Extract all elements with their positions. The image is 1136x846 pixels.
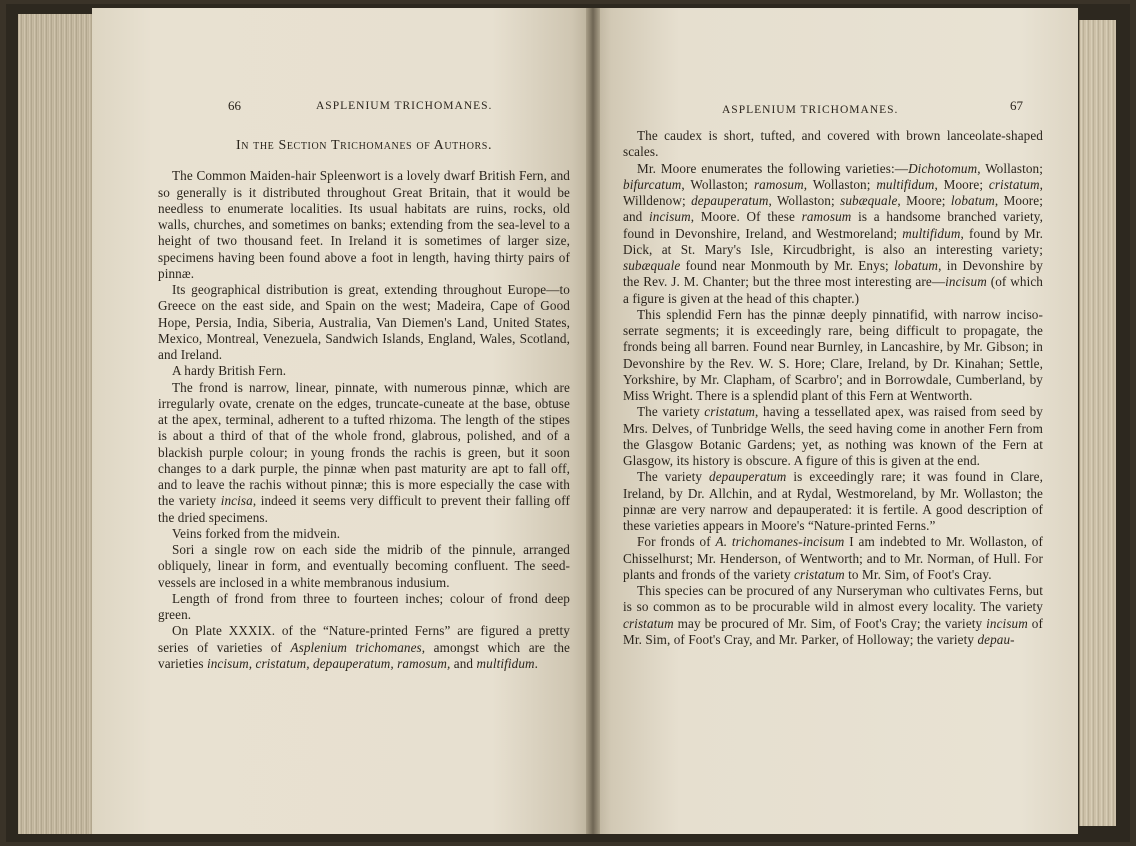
paragraph: The frond is narrow, linear, pinnate, with numerous pinnæ, which are irregularly ovate, crenate on the edges, truncate-cuneate at the base, obtuse at the apex, terminal, adherent to a tufted rhizoma. The length of the stipes is about a third of that of the whole frond, glabrous, polished, and of a blackish purple colour; in young fronds the rachis is green, but it soon changes to a dark purple, the pinnæ when past maturity are apt to fall off, and to leave the rachis without pinnæ; this is more especially the case with the variety incisa, indeed it seems very difficult to prevent their falling off the dried specimens.: [158, 379, 570, 525]
italic-term: Dichotomum: [908, 160, 978, 176]
left-page-number: 66: [228, 98, 241, 113]
italic-term: incisum, cristatum, depauperatum, ramosum,: [206, 655, 451, 671]
page-edges-left: [18, 14, 99, 834]
italic-term: subæquale: [840, 193, 898, 208]
italic-term: cristatum: [988, 176, 1040, 192]
right-page-number: 67: [1010, 98, 1023, 113]
paragraph: Veins forked from the midvein.: [172, 525, 341, 541]
italic-term: incisum: [945, 274, 987, 290]
italic-term: incisum: [649, 209, 691, 225]
paragraph: The Common Maiden-hair Spleenwort is a lovely dwarf British Fern, and so generally is it distributed throughout Great Britain, that it would be needless to enumerate localities. Its usual habitats are ruins, rocks, old walls, churches, and sometimes on banks; extending from the sea-level to a height of two thousand feet. In Ireland it is sometimes of larger size, specimens having been found above a foot in length, having thirty pairs of pinnæ.: [158, 168, 570, 281]
italic-term: Asplenium trichomanes: [290, 639, 422, 655]
left-paragraphs: [158, 168, 570, 672]
section-title: In the Section Trichomanes of Authors.: [235, 138, 493, 153]
italic-term: cristatum: [623, 615, 674, 631]
italic-term: ramosum: [801, 209, 852, 225]
paragraph: The variety cristatum, having a tessellated apex, was raised from seed by Mrs. Delves, of Tunbridge Wells, the seed having come in another Fern from the Glasgow Botanic Gardens; yet, as nothing was known of the Fern at Glasgow, its history is obscure. A figure of this is given at the end.: [623, 404, 1043, 468]
page-edges-right: [1079, 20, 1116, 826]
book-gutter: [586, 8, 600, 834]
paragraph: Sori a single row on each side the midrib of the pinnule, arranged obliquely, linear in form, and eventually becoming confluent. The seed-vessels are inclosed in a white membranous indusium.: [158, 542, 570, 590]
italic-term: multifidum: [476, 655, 535, 671]
paragraph: Length of frond from three to fourteen inches; colour of frond deep green.: [158, 590, 570, 622]
right-running-head: ASPLENIUM TRICHOMANES.: [722, 104, 899, 116]
italic-term: cristatum: [704, 404, 756, 420]
italic-term: multifidum: [902, 225, 961, 241]
italic-term: lobatum: [894, 258, 939, 273]
right-paragraphs: [623, 128, 1043, 648]
paragraph: On Plate XXXIX. of the “Nature-printed Ferns” are figured a pretty series of varieties of Asplenium trichomanes, amongst which are the varieties incisum, cristatum, depauperatum, ramosum, and multifidum.: [158, 623, 570, 671]
paragraph: This splendid Fern has the pinnæ deeply pinnatifid, with narrow inciso-serrate segments; it is exceedingly rare, being difficult to propagate, the fronds being all barren. Found near Burnley, in Lancashire, by Mr. Gibson; in Devonshire by the Rev. W. S. Hore; Clare, Ireland, by Dr. Kinahan; Settle, Yorkshire, by Mr. Clapham, of Scarbro'; and in Borrowdale, Cumberland, by Miss Wright. There is a splendid plant of this Fern at Wentworth.: [623, 306, 1043, 403]
right-text-column: [623, 128, 1043, 648]
italic-term: subæquale: [623, 258, 681, 273]
left-text-column: [158, 138, 570, 672]
italic-term: bifurcatum: [623, 176, 682, 192]
paragraph: A hardy British Fern.: [172, 363, 287, 379]
paragraph: The caudex is short, tufted, and covered with brown lanceolate-shaped scales.: [623, 128, 1043, 160]
italic-term: depauperatum: [691, 193, 769, 208]
italic-term: ramosum: [753, 176, 804, 192]
paragraph: This species can be procured of any Nurseryman who cultivates Ferns, but is so common as to be procurable wild in almost every locality. The variety cristatum may be procured of Mr. Sim, of Foot's Cray; the variety incisum of Mr. Sim, of Foot's Cray, and Mr. Parker, of Holloway; the variety depau-: [623, 583, 1043, 647]
italic-term: A. trichomanes-incisum: [715, 534, 845, 550]
italic-term: incisum: [986, 615, 1028, 631]
paragraph: The variety depauperatum is exceedingly rare; it was found in Clare, Ireland, by Dr. Allchin, and at Rydal, Westmoreland, by Mr. Wollaston; the pinnæ are very narrow and depauperated: it is fertile. A good description of these varieties appears in Moore's “Nature-printed Ferns.”: [623, 469, 1043, 533]
italic-term: depau-: [977, 631, 1015, 647]
italic-term: cristatum: [794, 566, 845, 582]
italic-term: depauperatum: [709, 469, 787, 485]
italic-term: multifidum: [876, 176, 935, 192]
paragraph: Its geographical distribution is great, extending throughout Europe—to Greece on the east side, and Spain on the west; Madeira, Cape of Good Hope, Persia, India, Siberia, Australia, Van Diemen's Land, United States, Mexico, Montreal, Venezuela, Sandwich Islands, England, Wales, Scotland, and Ireland.: [158, 282, 570, 362]
italic-term: incisa: [220, 493, 253, 509]
left-running-head: ASPLENIUM TRICHOMANES.: [316, 100, 493, 112]
italic-term: lobatum: [950, 193, 995, 208]
paragraph: For fronds of A. trichomanes-incisum I am indebted to Mr. Wollaston, of Chisselhurst; Mr. Henderson, of Wentworth; and to Mr. Norman, of Hull. For plants and fronds of the variety cristatum to Mr. Sim, of Foot's Cray.: [623, 534, 1043, 582]
paragraph: Mr. Moore enumerates the following varieties:—Dichotomum, Wollaston; bifurcatum, Wollaston; ramosum, Wollaston; multifidum, Moore; cristatum, Willdenow; depauperatum, Wollaston; subæquale, Moore; lobatum, Moore; and incisum, Moore. Of these ramosum is a handsome branched variety, found in Devonshire, Ireland, and Westmoreland; multifidum, found by Mr. Dick, at St. Mary's Isle, Kircudbright, is also an interesting variety; subæquale found near Monmouth by Mr. Enys; lobatum, in Devonshire by the Rev. J. M. Chanter; but the three most interesting are—incisum (of which a figure is given at the head of this chapter.): [623, 160, 1044, 306]
